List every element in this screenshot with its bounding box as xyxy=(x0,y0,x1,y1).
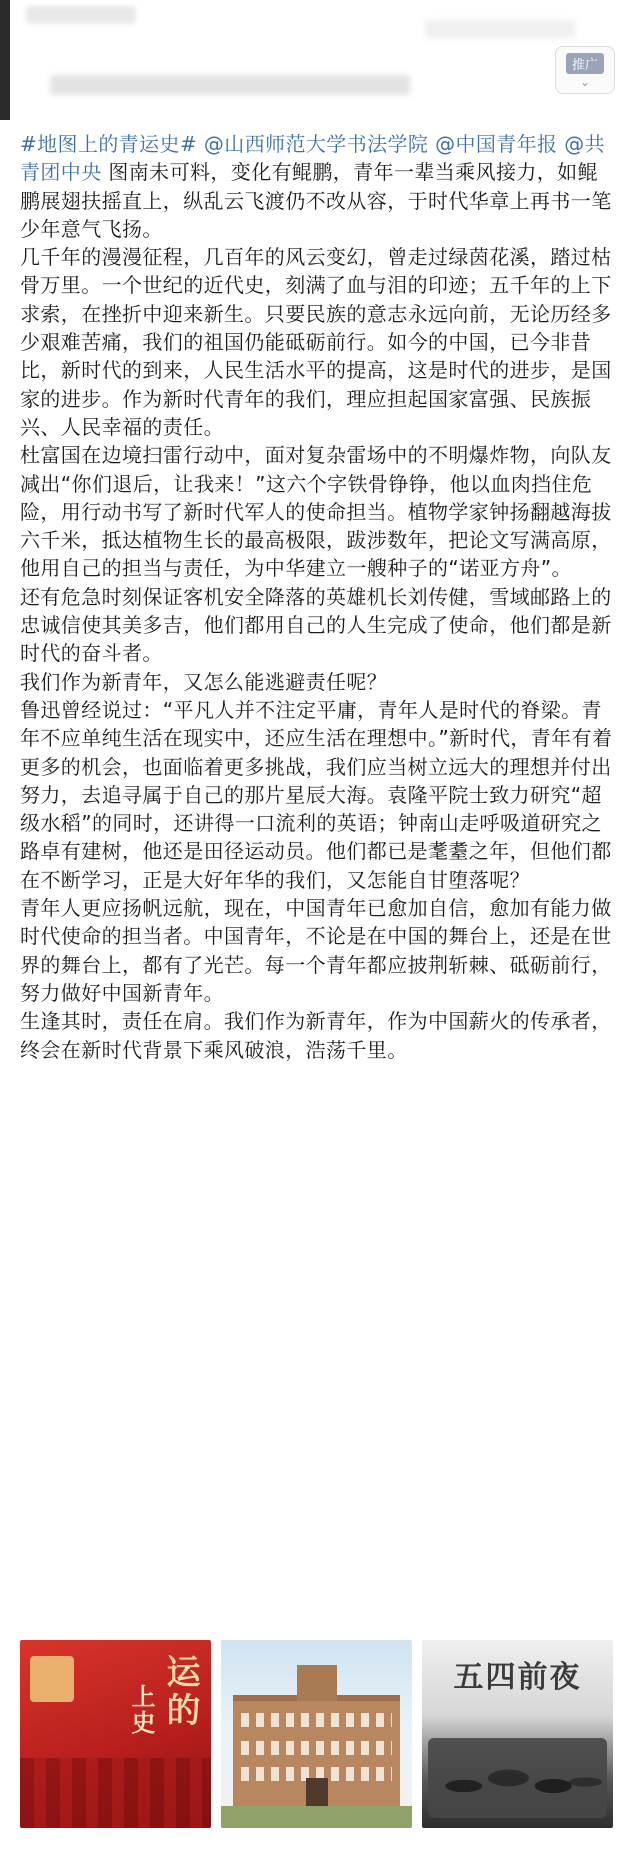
poster-city-silhouette xyxy=(20,1758,211,1828)
post-paragraph xyxy=(20,243,613,441)
post-paragraph xyxy=(20,894,613,1007)
post-paragraph xyxy=(20,441,613,582)
post-text-segment: 几千年的漫漫征程，几百年的风云变幻，曾走过绿茵花溪，踏过枯骨万里。一个世纪的近代史，刻满了血与泪的印迹；五千年的上下求索，在挫折中迎来新生。只要民族的意志永远向前，无论历经多少艰难苦痛，我们的祖国仍能砥砺前行。如今的中国，已今非昔比，新时代的到来，人民生活水平的提高，这是时代的进步，是国家的进步。作为新时代青年的我们，理应担起国家富强、民族振兴、人民幸福的责任。 xyxy=(20,245,612,439)
post-paragraph xyxy=(20,1007,613,1064)
post-text-segment: 生逢其时，责任在肩。我们作为新青年，作为中国薪火的传承者，终会在新时代背景下乘风破浪，浩荡千里。 xyxy=(20,1009,612,1062)
post-body xyxy=(20,130,613,1064)
window-row xyxy=(241,1713,392,1727)
mention-link[interactable]: @山西师范大学书法学院 xyxy=(203,132,429,156)
chevron-down-icon: ⌄ xyxy=(579,74,591,89)
post-paragraph xyxy=(20,668,613,696)
image-thumbnail-drama[interactable] xyxy=(422,1640,613,1828)
post-text-segment: 我们作为新青年，又怎么能逃避责任呢？ xyxy=(20,669,388,694)
left-edge-bar xyxy=(0,0,10,120)
promo-badge[interactable] xyxy=(555,46,615,94)
mention-link[interactable]: @共青团中央 xyxy=(20,132,606,185)
poster-title-b: 上史 xyxy=(127,1684,156,1736)
post-paragraph xyxy=(20,696,613,894)
drama-title: 五四前夜 xyxy=(453,1660,582,1695)
promo-label: 推广 xyxy=(566,53,604,74)
post-text-segment: 鲁迅曾经说过：“平凡人并不注定平庸，青年人是时代的脊梁。青年不应单纯生活在现实中，还应生活在理想中。”新时代，青年有着更多的机会，也面临着更多挑战，我们应当树立远大的理想并付出努力，去追寻属于自己的那片星辰大海。袁隆平院士致力研究“超级水稻”的同时，还讲得一口流利的英语；钟南山走呼吸道研究之路卓有建树，他还是田径运动员。他们都已是耄耋之年，但他们都在不断学习，正是大好年华的我们，又怎能自甘堕落呢？ xyxy=(20,697,613,892)
blurred-post-meta xyxy=(50,75,410,95)
post-text-segment: 青年人更应扬帆远航，现在，中国青年已愈加自信，愈加有能力做时代使命的担当者。中国青年，不论是在中国的舞台上，还是在世界的舞台上，都有了光芒。每一个青年都应披荆斩棘、砥砺前行，努力做好中国新青年。 xyxy=(20,896,612,1005)
post-paragraph xyxy=(20,130,613,243)
post-text-segment: 杜富国在边境扫雷行动中，面对复杂雷场中的不明爆炸物，向队友减出“你们退后，让我来！”这六个字铁骨铮铮，他以血肉挡住危险，用行动书写了新时代军人的使命担当。植物学家钟扬翻越海拔六千米，抵达植物生长的最高极限，跋涉数年，把论文写满高原，他用自己的担当与责任，为中华建立一艘种子的“诺亚方舟”。 xyxy=(20,443,612,581)
poster-title-a: 运的 xyxy=(160,1654,200,1730)
image-thumbnail-building[interactable] xyxy=(221,1640,412,1828)
mention-link[interactable]: @中国青年报 xyxy=(435,132,558,156)
window-row xyxy=(241,1741,392,1755)
post-paragraph xyxy=(20,583,613,668)
hashtag-link[interactable]: #地图上的青运史# xyxy=(20,132,198,156)
image-thumbnail-poster[interactable] xyxy=(20,1640,211,1828)
post-text-segment xyxy=(197,132,204,156)
post-text-segment: 图南未可料，变化有鲲鹏，青年一辈当乘风接力，如鲲鹏展翅扶摇直上，纵乱云飞渡仍不改从容，于时代华章上再书一笔少年意气飞扬。 xyxy=(20,160,612,241)
blurred-username xyxy=(26,6,136,24)
post-image-row xyxy=(20,1640,613,1828)
building-tower xyxy=(297,1665,337,1701)
building-door xyxy=(306,1778,328,1806)
poster-stamp-icon xyxy=(30,1656,74,1702)
ground-strip xyxy=(221,1806,412,1828)
building-illustration xyxy=(233,1695,400,1806)
post-header-blurred xyxy=(18,0,615,115)
post-text-segment: 还有危急时刻保证客机安全降落的英雄机长刘传健，雪域邮路上的忠诚信使其美多吉，他们都用自己的人生完成了使命，他们都是新时代的奋斗者。 xyxy=(20,584,612,666)
blurred-header-info xyxy=(425,20,575,38)
crowd-illustration xyxy=(428,1738,607,1818)
